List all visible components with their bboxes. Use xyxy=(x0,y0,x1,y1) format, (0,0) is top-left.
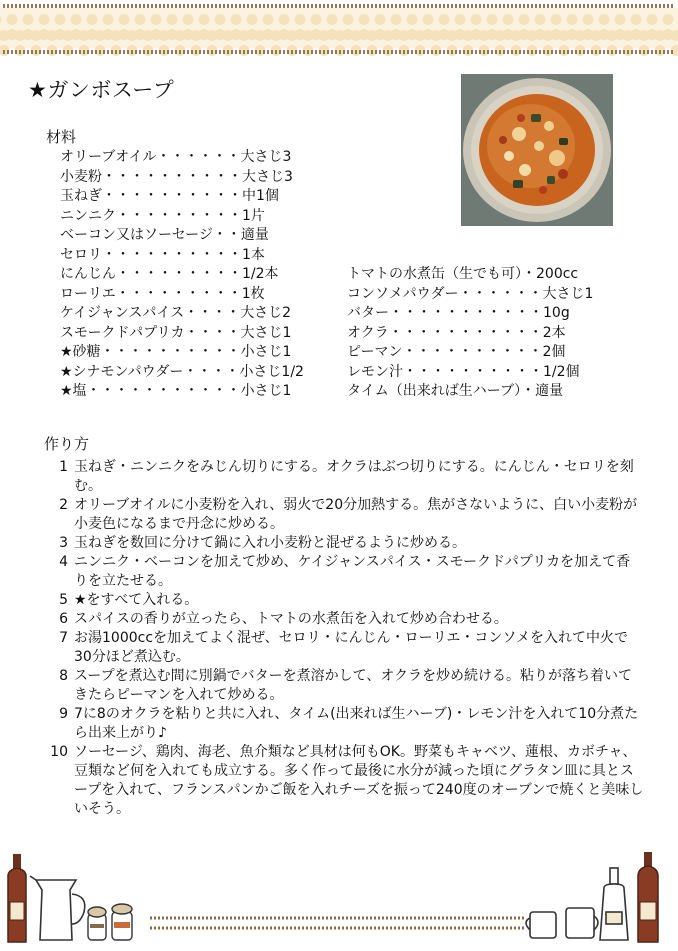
wine-bottle-right-icon xyxy=(638,852,658,942)
ingredients-heading: 材料 xyxy=(46,128,77,146)
ingredient-row xyxy=(60,363,304,383)
step-item xyxy=(44,629,644,667)
ingredient-amount: 大さじ2 xyxy=(240,305,292,321)
ingredient-name: オリーブオイル・・・・・・ xyxy=(60,149,241,165)
ingredient-row xyxy=(60,304,304,324)
ingredient-row xyxy=(347,265,593,285)
ingredients-right-list xyxy=(347,265,593,402)
ingredient-name: コンソメパウダー・・・・・・ xyxy=(347,285,543,302)
ingredient-amount: 大さじ3 xyxy=(242,168,293,185)
step-number: 9 xyxy=(59,706,68,722)
step-number: 6 xyxy=(59,611,68,627)
ingredient-name: セロリ・・・・・・・・・・ xyxy=(60,246,242,263)
ingredient-name: ★塩・・・・・・・・・・・ xyxy=(60,383,241,399)
step-item xyxy=(44,496,644,534)
step-text: ソーセージ、鶏肉、海老、魚介類など具材は何もOK。野菜もキャベツ、蓮根、カボチャ、豆類など何を入れても成立する。多く作って最後に水分が減った頃にグラタン皿に具とスープを入れて、フランスパンかご飯を入れチーズを振って240度のオーブンで焼くと美味しいそう。 xyxy=(74,744,644,817)
step-number: 4 xyxy=(59,554,68,570)
ingredient-amount: 小さじ1 xyxy=(240,344,292,360)
step-number: 1 xyxy=(59,459,68,475)
oil-bottle-icon xyxy=(600,868,628,940)
top-dash-line-2 xyxy=(3,50,675,54)
top-border xyxy=(0,0,678,60)
ingredient-amount: 中1個 xyxy=(242,188,279,204)
ingredient-row xyxy=(60,343,304,363)
step-item xyxy=(44,743,644,819)
ingredient-row xyxy=(347,285,593,305)
step-text: オリーブオイルに小麦粉を入れ、弱火で20分加熱する。焦がさないように、白い小麦粉が小麦色になるまで丹念に炒める。 xyxy=(74,497,638,532)
ingredient-row xyxy=(60,207,304,227)
step-item xyxy=(44,705,644,743)
bottom-illustration xyxy=(0,846,678,951)
ingredient-name: バター・・・・・・・・・・・ xyxy=(347,305,543,321)
ingredient-name: タイム（出来れば生ハーブ）・ xyxy=(347,383,536,399)
ingredient-name: ケイジャンスパイス・・・・ xyxy=(60,305,241,321)
ingredient-amount: 200cc xyxy=(536,266,579,282)
ingredient-row xyxy=(347,324,593,344)
ingredient-row xyxy=(60,265,304,285)
ingredient-name: ピーマン・・・・・・・・・・ xyxy=(347,344,543,360)
step-text: スープを煮込む間に別鍋でバターを煮溶かして、オクラを炒め続ける。粘りが落ち着いてきたらピーマンを入れて炒める。 xyxy=(74,668,633,703)
salt-shaker-icon xyxy=(88,907,106,940)
step-item xyxy=(44,553,644,591)
step-text: ★をすべて入れる。 xyxy=(74,592,199,608)
ingredient-name: ローリエ・・・・・・・・・ xyxy=(60,285,242,302)
step-item xyxy=(44,591,644,610)
ingredient-row xyxy=(347,304,593,324)
ingredient-row xyxy=(60,148,304,168)
ingredient-amount: 適量 xyxy=(240,227,269,243)
ingredient-amount: 10g xyxy=(543,305,570,321)
ingredient-amount: 1/2個 xyxy=(543,363,580,380)
step-text: ニンニク・ベーコンを加えて炒め、ケイジャンスパイス・スモークドパプリカを加えて香りを立たせる。 xyxy=(74,554,631,589)
ingredient-name: レモン汁・・・・・・・・・・ xyxy=(347,363,543,380)
step-text: 玉ねぎ・ニンニクをみじん切りにする。オクラはぶつ切りにする。にんじん・セロリを刻む。 xyxy=(74,459,634,494)
ingredient-name: ベーコン又はソーセージ・・ xyxy=(60,227,241,243)
step-text: 7に8のオクラを粘りと共に入れ、タイム(出来れば生ハーブ)・レモン汁を入れて10分煮たら出来上がり♪ xyxy=(74,706,639,741)
ingredient-name: ★砂糖・・・・・・・・・・ xyxy=(60,344,241,360)
step-item xyxy=(44,610,644,629)
step-item xyxy=(44,667,644,705)
ingredient-name: オクラ・・・・・・・・・・・ xyxy=(347,324,543,341)
step-number: 5 xyxy=(59,592,68,608)
page-title: ★ガンボスープ xyxy=(28,78,175,102)
ingredient-row xyxy=(60,382,304,402)
ingredient-amount: 適量 xyxy=(535,383,564,399)
step-text: 玉ねぎを数回に分けて鍋に入れ小麦粉と混ぜるように炒める。 xyxy=(74,535,466,551)
soup-bowl-photo-icon xyxy=(461,74,613,226)
ingredient-row xyxy=(60,168,304,188)
steps-list xyxy=(44,458,644,819)
step-number: 7 xyxy=(59,630,68,646)
ingredient-amount: 1/2本 xyxy=(242,266,279,282)
step-item xyxy=(44,458,644,496)
ingredient-amount: 1本 xyxy=(242,246,265,263)
wine-bottle-left-icon xyxy=(8,854,26,942)
ingredient-amount: 1片 xyxy=(242,207,265,224)
ingredient-row xyxy=(347,363,593,383)
pepper-shaker-icon xyxy=(112,904,132,940)
ingredient-amount: 大さじ1 xyxy=(542,285,594,302)
ingredient-row xyxy=(60,226,304,246)
step-item xyxy=(44,534,644,553)
ingredient-name: にんじん・・・・・・・・・ xyxy=(60,266,242,282)
pitcher-icon xyxy=(30,876,85,940)
ingredient-name: 玉ねぎ・・・・・・・・・・ xyxy=(60,188,242,204)
ingredient-row xyxy=(60,246,304,266)
ingredient-amount: 1枚 xyxy=(241,285,265,302)
ingredient-name: トマトの水煮缶（生でも可）・ xyxy=(347,266,536,282)
ingredient-row xyxy=(60,187,304,207)
ingredient-name: スモークドパプリカ・・・・ xyxy=(60,324,241,341)
step-number: 10 xyxy=(50,744,68,760)
step-number: 8 xyxy=(59,668,68,684)
ingredient-name: 小麦粉・・・・・・・・・・ xyxy=(60,168,242,185)
ingredient-row xyxy=(60,324,304,344)
ingredient-amount: 大さじ1 xyxy=(240,324,292,341)
ingredient-name: ★シナモンパウダー・・・・ xyxy=(60,363,240,380)
ingredient-amount: 2個 xyxy=(542,344,566,360)
step-number: 2 xyxy=(59,497,68,513)
cups-icon xyxy=(526,908,598,938)
ingredient-amount: 大さじ3 xyxy=(240,149,292,165)
steps-heading: 作り方 xyxy=(44,435,90,453)
step-text: スパイスの香りが立ったら、トマトの水煮缶を入れて炒め合わせる。 xyxy=(74,611,508,627)
ingredient-row xyxy=(60,285,304,305)
ingredient-row xyxy=(347,343,593,363)
ingredient-amount: 小さじ1/2 xyxy=(239,363,304,380)
ingredient-row xyxy=(347,382,593,402)
step-number: 3 xyxy=(59,535,68,551)
ingredients-left-list xyxy=(60,148,304,402)
step-text: お湯1000ccを加えてよく混ぜ、セロリ・にんじん・ローリエ・コンソメを入れて中火で30分ほど煮込む。 xyxy=(74,630,629,665)
ingredient-name: ニンニク・・・・・・・・・ xyxy=(60,207,242,224)
ingredient-amount: 2本 xyxy=(542,324,566,341)
ingredient-amount: 小さじ1 xyxy=(240,383,292,399)
